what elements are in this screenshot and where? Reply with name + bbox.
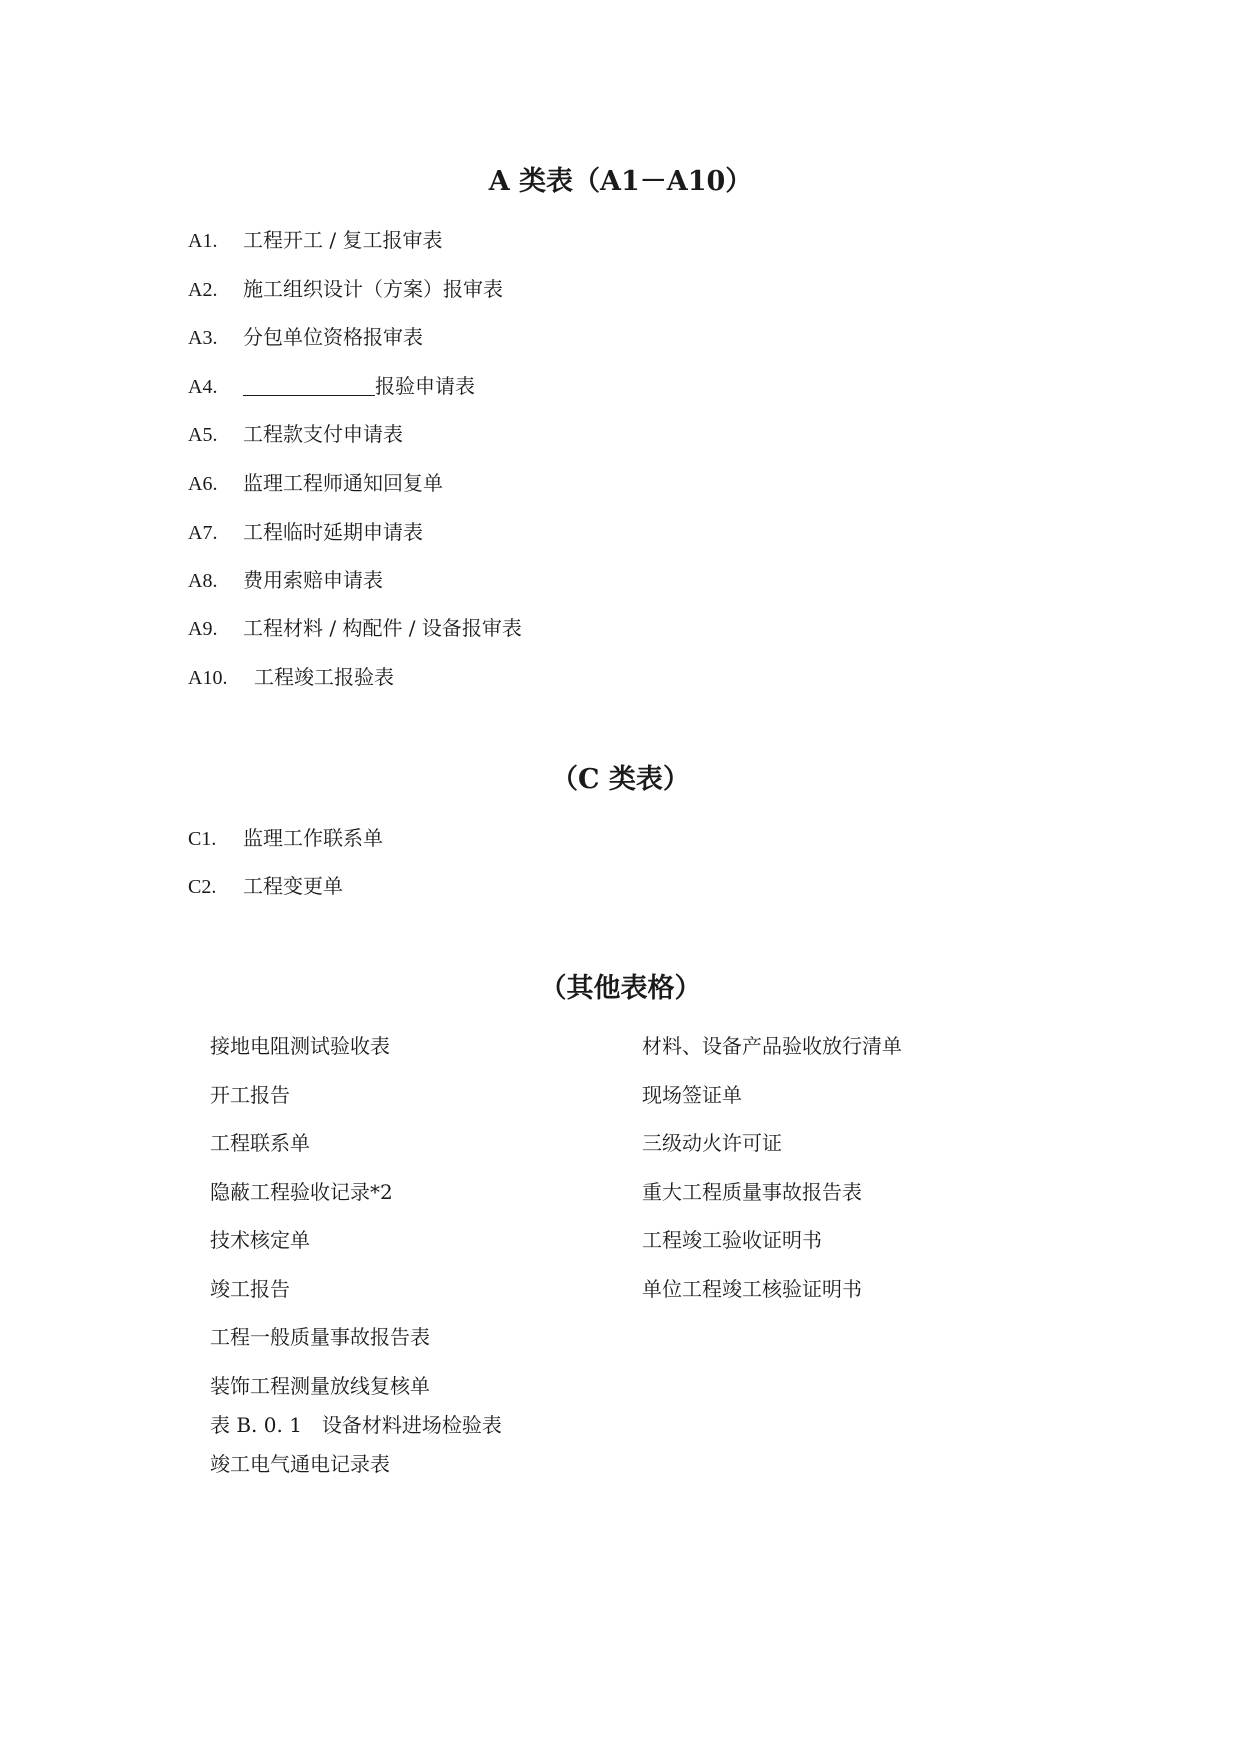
section-other-title: （其他表格） — [539, 973, 702, 1004]
list-item: 工程联系单 — [210, 1131, 310, 1155]
item-label: 工程款支付申请表 — [243, 422, 403, 446]
list-item: 单位工程竣工核验证明书 — [642, 1277, 862, 1301]
item-code: A5. — [188, 424, 218, 446]
list-item: 接地电阻测试验收表 — [210, 1034, 390, 1058]
list-item — [188, 422, 403, 446]
item-code: A1. — [188, 230, 218, 252]
item-code: A6. — [188, 473, 218, 495]
list-item: 竣工报告 — [210, 1277, 290, 1301]
list-item — [188, 520, 423, 544]
list-item: 三级动火许可证 — [642, 1131, 782, 1155]
list-item: 开工报告 — [210, 1083, 290, 1107]
list-item: 工程一般质量事故报告表 — [210, 1325, 430, 1349]
list-item: 技术核定单 — [210, 1228, 310, 1252]
list-item — [188, 874, 343, 898]
item-label: 工程材料 / 构配件 / 设备报审表 — [243, 616, 522, 640]
item-label: 监理工作联系单 — [243, 826, 383, 850]
item-label: 工程临时延期申请表 — [243, 520, 423, 544]
list-item: 重大工程质量事故报告表 — [642, 1180, 862, 1204]
blank-line — [243, 375, 375, 396]
item-code: A7. — [188, 522, 218, 544]
list-item — [188, 471, 443, 495]
item-label: 监理工程师通知回复单 — [243, 471, 443, 495]
item-label: 工程开工 / 复工报审表 — [243, 228, 443, 252]
item-label: 工程竣工报验表 — [254, 665, 394, 689]
item-label: 工程变更单 — [243, 874, 343, 898]
list-item: 表 B. 0. 1 设备材料进场检验表 — [210, 1413, 502, 1437]
section-a-title: A 类表（A1－A10） — [488, 166, 753, 197]
item-code: A3. — [188, 327, 218, 349]
list-item: 隐蔽工程验收记录*2 — [210, 1180, 393, 1204]
list-item — [188, 665, 394, 689]
list-item: 材料、设备产品验收放行清单 — [642, 1034, 902, 1058]
item-code: A8. — [188, 570, 218, 592]
list-item — [188, 228, 442, 252]
list-item — [188, 374, 475, 398]
item-label: 报验申请表 — [375, 374, 475, 398]
item-code: C1. — [188, 828, 217, 850]
item-code: C2. — [188, 876, 217, 898]
list-item — [188, 616, 522, 640]
item-code: A2. — [188, 279, 218, 301]
item-label: 费用索赔申请表 — [243, 568, 383, 592]
section-c-title: （C 类表） — [551, 764, 690, 795]
list-item: 工程竣工验收证明书 — [642, 1228, 822, 1252]
list-item — [188, 277, 503, 301]
item-label: 施工组织设计（方案）报审表 — [243, 277, 503, 301]
item-code: A10. — [188, 667, 228, 689]
list-item — [188, 568, 383, 592]
item-label: 分包单位资格报审表 — [243, 325, 423, 349]
list-item: 现场签证单 — [642, 1083, 742, 1107]
item-code: A9. — [188, 618, 218, 640]
list-item — [188, 325, 423, 349]
list-item — [188, 826, 383, 850]
list-item: 装饰工程测量放线复核单 — [210, 1374, 430, 1398]
list-item: 竣工电气通电记录表 — [210, 1452, 390, 1476]
item-code: A4. — [188, 376, 218, 398]
